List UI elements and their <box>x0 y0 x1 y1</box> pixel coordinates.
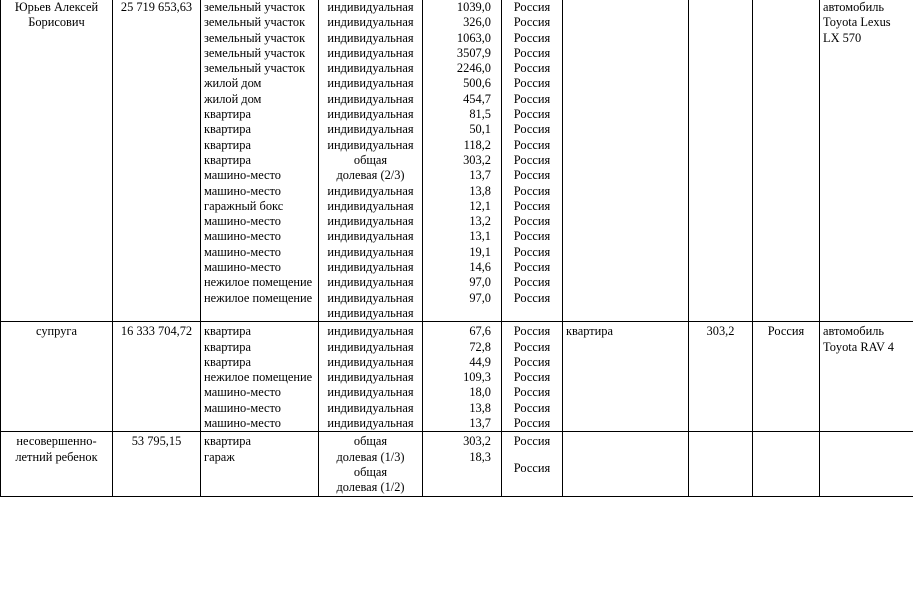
area-cell: 303,2 18,3 <box>423 432 502 496</box>
owned-type: жилой дом <box>204 76 262 91</box>
owned-type: нежилое помещение <box>204 290 313 305</box>
country-cell: Россия Россия <box>502 432 563 496</box>
owned-type: земельный участок <box>204 45 306 60</box>
vehicle-cell: автомобиль Toyota RAV 4 <box>820 322 913 432</box>
owned-type: жилой дом <box>204 91 262 106</box>
owned-type: машино-место <box>204 229 281 244</box>
owned-type: земельный участок <box>204 0 306 14</box>
ownership-cell: индивидуальная индивидуальная индивидуальная индивидуальная индивидуальная индивидуальная индивидуальная <box>319 322 423 432</box>
used-type-cell: квартира <box>563 322 689 432</box>
table-row <box>1 322 913 432</box>
owned-type: нежилое помещение <box>204 275 313 290</box>
owned-type: квартира <box>204 122 251 137</box>
country-cell: Россия Россия Россия Россия Россия Россия Россия Россия Россия Россия Россия Россия Россия Россия Россия Россия Россия Россия Россия Россия <box>502 0 563 322</box>
owned-type-cell <box>201 0 319 322</box>
owned-type: квартира <box>204 137 251 152</box>
declared-income: 25 719 653,63 <box>113 0 201 322</box>
owned-type: квартира <box>204 152 251 167</box>
owned-type: земельный участок <box>204 61 306 76</box>
owned-type: квартира <box>204 107 251 122</box>
vehicle-cell <box>820 432 913 496</box>
used-country-cell <box>753 432 820 496</box>
country-cell: Россия Россия Россия Россия Россия Россия Россия <box>502 322 563 432</box>
ownership-cell: общая долевая (1/3) общая долевая (1/2) <box>319 432 423 496</box>
used-type-cell <box>563 432 689 496</box>
person-name: супруга <box>1 322 113 432</box>
used-country-cell <box>753 0 820 322</box>
owned-type-cell: квартира гараж <box>201 432 319 496</box>
used-country-cell: Россия <box>753 322 820 432</box>
used-area-cell <box>689 0 753 322</box>
owned-type: гаражный бокс <box>204 198 284 213</box>
owned-type-cell: квартира квартира квартира нежилое помещение машино-место машино-место машино-место <box>201 322 319 432</box>
owned-type: земельный участок <box>204 15 306 30</box>
owned-type: машино-место <box>204 168 281 183</box>
table-row <box>1 0 913 322</box>
owned-type: машино-место <box>204 260 281 275</box>
used-area-cell <box>689 432 753 496</box>
vehicle-cell: автомобиль Toyota Lexus LX 570 <box>820 0 913 322</box>
owned-type: машино-место <box>204 214 281 229</box>
owned-type: машино-место <box>204 244 281 259</box>
declared-income: 53 795,15 <box>113 432 201 496</box>
used-type-cell <box>563 0 689 322</box>
ownership-cell: индивидуальная индивидуальная индивидуальная индивидуальная индивидуальная индивидуальная индивидуальная индивидуальная индивидуальная индивидуальная общая долевая (2/3) индивидуальная индивидуальная индивидуальная индивидуальная индивидуальная индивидуальная индивидуальная индивидуальная индивидуальная <box>319 0 423 322</box>
declared-income: 16 333 704,72 <box>113 322 201 432</box>
person-name: Юрьев Алексей Борисович <box>1 0 113 322</box>
area-cell: 67,6 72,8 44,9 109,3 18,0 13,8 13,7 <box>423 322 502 432</box>
table-row <box>1 432 913 496</box>
owned-type: машино-место <box>204 183 281 198</box>
owned-type: земельный участок <box>204 30 306 45</box>
used-area-cell: 303,2 <box>689 322 753 432</box>
person-name: несовершенно-летний ребенок <box>1 432 113 496</box>
area-cell: 1039,0 326,0 1063,0 3507,9 2246,0 500,6 454,7 81,5 50,1 118,2 303,2 13,7 13,8 12,1 13,2 13,1 19,1 14,6 97,0 97,0 <box>423 0 502 322</box>
